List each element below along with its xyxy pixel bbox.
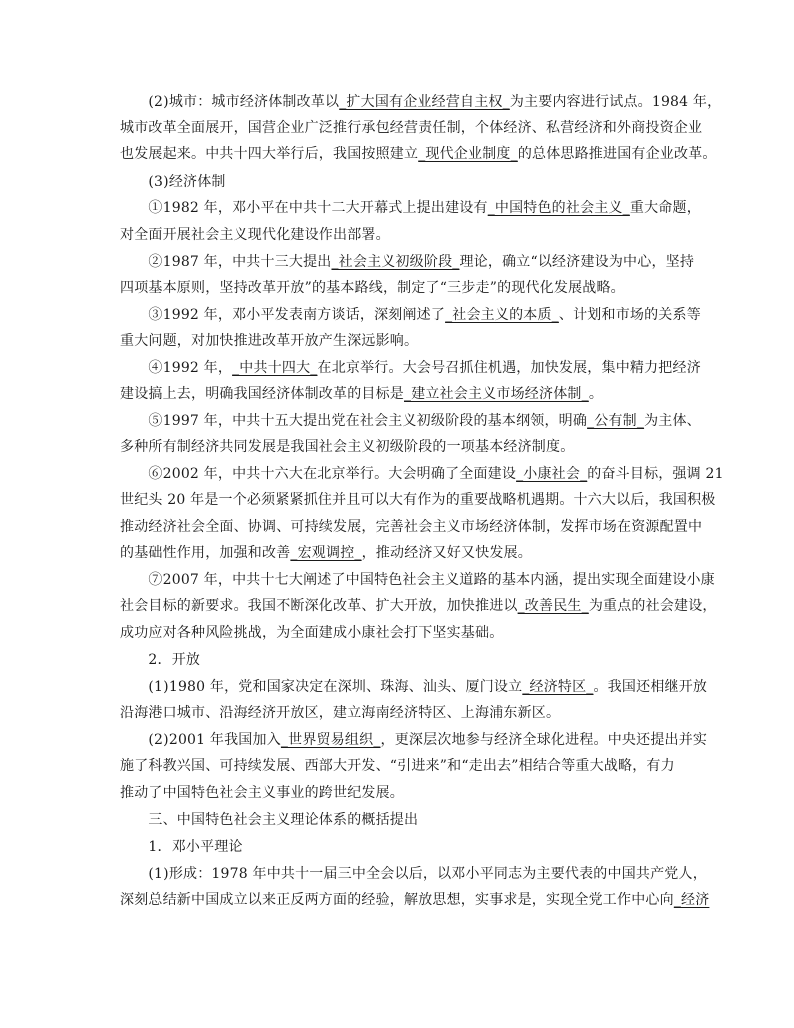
text-line xyxy=(120,651,680,669)
answer-blank: _宏观调控_ xyxy=(290,545,362,561)
text-segment: 深刻总结新中国成立以来正反两方面的经验，解放思想，实事求是，实现全党工作中心向 xyxy=(120,892,674,908)
text-segment: (3)经济体制 xyxy=(120,174,226,190)
text-segment: ③1992 年，邓小平发表南方谈话，深刻阐述了 xyxy=(120,307,446,323)
text-line xyxy=(120,93,722,111)
answer-blank: _现代企业制度_ xyxy=(418,146,518,162)
text-segment: 1．邓小平理论 xyxy=(120,839,243,855)
answer-blank: _小康社会_ xyxy=(516,466,588,482)
answer-blank: _经济特区_ xyxy=(522,679,594,695)
text-segment: ，推动经济又好又快发展。 xyxy=(361,545,533,561)
text-line xyxy=(120,279,680,297)
text-line xyxy=(120,226,680,244)
answer-blank: _中共十四大_ xyxy=(232,360,318,376)
text-line xyxy=(120,704,680,722)
text-line xyxy=(120,359,701,377)
text-segment: 城市改革全面展开，国营企业广泛推行承包经营责任制，个体经济、私营经济和外商投资企业 xyxy=(120,120,703,136)
text-segment: 的奋斗目标，强调 21 xyxy=(587,466,724,482)
answer-blank: _世界贸易组织_ xyxy=(280,732,381,748)
text-segment: ⑤1997 年，中共十五大提出党在社会主义初级阶段的基本纲领，明确 xyxy=(120,413,588,429)
text-line xyxy=(120,838,680,856)
text-segment: 多种所有制经济共同发展是我国社会主义初级阶段的一项基本经济制度。 xyxy=(120,439,575,455)
text-line xyxy=(120,306,701,324)
text-segment: 在北京举行。大会号召抓住机遇，加快发展，集中精力把经济 xyxy=(317,360,701,376)
text-segment: 建设搞上去，明确我国经济体制改革的目标是 xyxy=(120,386,404,402)
text-line xyxy=(120,891,710,909)
text-segment: 2．开放 xyxy=(120,652,201,668)
text-segment: 世纪头 20 年是一个必须紧紧抓住并且可以大有作为的重要战略机遇期。十六大以后，我国积极 xyxy=(120,492,716,508)
text-line xyxy=(120,544,680,562)
text-segment: 对全面开展社会主义现代化建设作出部署。 xyxy=(120,227,390,243)
text-segment: (1)1980 年，党和国家决定在深圳、珠海、汕头、厦门设立 xyxy=(120,679,523,695)
text-line xyxy=(120,571,715,589)
answer-blank: _扩大国有企业经营自主权_ xyxy=(339,94,510,110)
text-segment: 。我国还相继开放 xyxy=(593,679,708,695)
answer-blank: _社会主义初级阶段_ xyxy=(331,254,460,270)
text-segment: 重大命题， xyxy=(629,200,701,216)
text-line xyxy=(120,199,701,217)
answer-blank: _经济 xyxy=(673,892,710,908)
text-segment: 为主体、 xyxy=(644,413,701,429)
text-line xyxy=(120,811,680,829)
text-segment: ①1982 年，邓小平在中共十二大开幕式上提出建设有 xyxy=(120,200,488,216)
text-segment: 也发展起来。中共十四大举行后，我国按照建立 xyxy=(120,146,419,162)
text-segment: 的基础性作用，加强和改善 xyxy=(120,545,291,561)
text-segment: ⑦2007 年，中共十七大阐述了中国特色社会主义道路的基本内涵，提出实现全面建设小康 xyxy=(120,572,715,588)
text-line xyxy=(120,757,680,775)
text-segment: 施了科教兴国、可持续发展、西部大开发、“引进来”和“走出去”相结合等重大战略，有力 xyxy=(120,758,675,774)
text-line xyxy=(120,438,680,456)
text-segment: (1)形成：1978 年中共十一届三中全会以后，以邓小平同志为主要代表的中国共产党人， xyxy=(120,866,707,882)
text-line xyxy=(120,624,680,642)
text-segment: 成功应对各种风险挑战，为全面建成小康社会打下坚实基础。 xyxy=(120,625,504,641)
text-segment: 理论，确立“以经济建设为中心，坚持 xyxy=(459,254,695,270)
text-line xyxy=(120,678,708,696)
text-line xyxy=(120,385,680,403)
text-segment: (2)2001 年我国加入 xyxy=(120,732,281,748)
text-segment: ⑥2002 年，中共十六大在北京举行。大会明确了全面建设 xyxy=(120,466,517,482)
text-line xyxy=(120,332,680,350)
text-segment: (2)城市：城市经济体制改革以 xyxy=(120,94,340,110)
text-line xyxy=(120,518,703,536)
text-segment: 社会目标的新要求。我国不断深化改革、扩大开放，加快推进以 xyxy=(120,598,518,614)
text-segment: 为主要内容进行试点。1984 年， xyxy=(509,94,722,110)
text-line xyxy=(120,253,695,271)
answer-blank: _社会主义的本质_ xyxy=(445,307,559,323)
text-segment: 、计划和市场的关系等 xyxy=(558,307,701,323)
text-line xyxy=(120,865,707,883)
text-segment: 四项基本原则，坚持改革开放”的基本路线，制定了“三步走”的现代化发展战略。 xyxy=(120,280,625,296)
text-segment: 的总体思路推进国有企业改革。 xyxy=(517,146,717,162)
text-line xyxy=(120,784,680,802)
answer-blank: _改善民生_ xyxy=(517,598,589,614)
text-segment: 三、中国特色社会主义理论体系的概括提出 xyxy=(120,812,419,828)
answer-blank: _建立社会主义市场经济体制_ xyxy=(404,386,589,402)
text-line xyxy=(120,465,724,483)
text-line xyxy=(120,491,716,509)
text-line xyxy=(120,731,708,749)
text-segment: 推动经济社会全面、协调、可持续发展，完善社会主义市场经济体制，发挥市场在资源配置中 xyxy=(120,519,703,535)
text-line xyxy=(120,412,701,430)
text-segment: 推动了中国特色社会主义事业的跨世纪发展。 xyxy=(120,785,404,801)
text-segment: 重大问题，对加快推进改革开放产生深远影响。 xyxy=(120,333,419,349)
text-segment: ②1987 年，中共十三大提出 xyxy=(120,254,332,270)
answer-blank: _公有制_ xyxy=(587,413,645,429)
text-line xyxy=(120,119,703,137)
text-segment: 。 xyxy=(588,386,604,402)
text-line xyxy=(120,597,717,615)
answer-blank: _中国特色的社会主义_ xyxy=(487,200,630,216)
text-segment: 沿海港口城市、沿海经济开放区，建立海南经济特区、上海浦东新区。 xyxy=(120,705,561,721)
text-segment: ，更深层次地参与经济全球化进程。中央还提出并实 xyxy=(380,732,708,748)
text-line xyxy=(120,173,680,191)
text-segment: 为重点的社会建设， xyxy=(588,598,717,614)
text-line xyxy=(120,145,717,163)
text-segment: ④1992 年， xyxy=(120,360,233,376)
